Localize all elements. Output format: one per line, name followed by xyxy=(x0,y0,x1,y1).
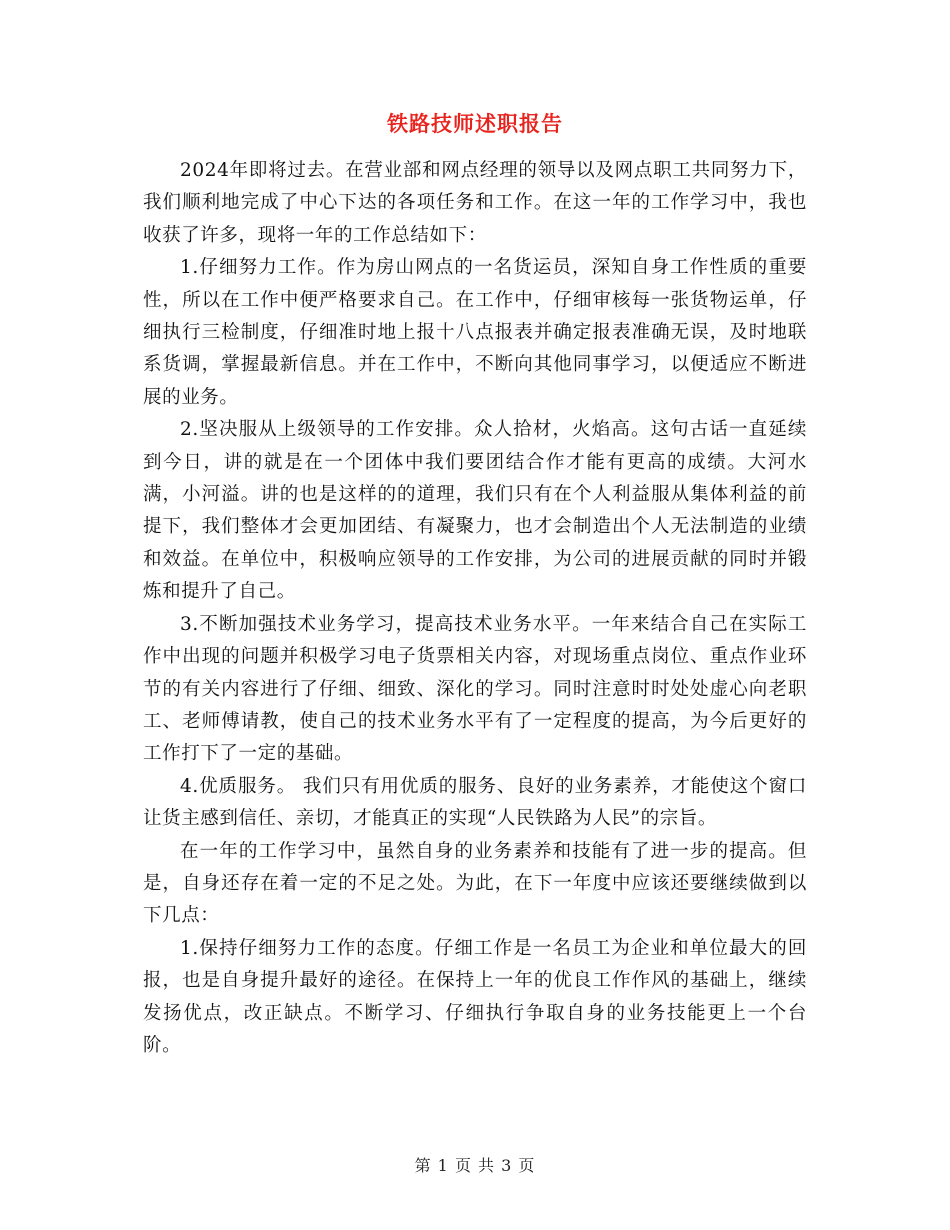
paragraph-reflection: 在一年的工作学习中，虽然自身的业务素养和技能有了进一步的提高。但是，自身还存在着一定的不足之处。为此，在下一年度中应该还要继续做到以下几点： xyxy=(143,840,807,927)
paragraph-item-4: 4.优质服务。 我们只有用优质的服务、良好的业务素养，才能使这个窗口让货主感到信任、亲切，才能真正的实现“人民铁路为人民”的宗旨。 xyxy=(143,775,807,830)
paragraph-item-2: 2.坚决服从上级领导的工作安排。众人拾材，火焰高。这句古话一直延续到今日，讲的就是在一个团体中我们要团结合作才能有更高的成绩。大河水满，小河溢。讲的也是这样的的道理，我们只有在个人利益服从集体利益的前提下，我们整体才会更加团结、有凝聚力，也才会制造出个人无法制造的业绩和效益。在单位中，积极响应领导的工作安排，为公司的进展贡献的同时并锻炼和提升了自己。 xyxy=(143,419,807,603)
document-title: 铁路技师述职报告 xyxy=(387,111,563,136)
paragraph-item-3: 3.不断加强技术业务学习，提高技术业务水平。一年来结合自己在实际工作中出现的问题并积极学习电子货票相关内容，对现场重点岗位、重点作业环节的有关内容进行了仔细、细致、深化的学习。同时注意时时处处虚心向老职工、老师傅请教，使自己的技术业务水平有了一定程度的提高，为今后更好的工作打下了一定的基础。 xyxy=(143,613,807,765)
page-number-footer: 第 1 页 共 3 页 xyxy=(414,1156,536,1175)
document-body xyxy=(143,155,807,1062)
paragraph-intro: 2024年即将过去。在营业部和网点经理的领导以及网点职工共同努力下，我们顺利地完成了中心下达的各项任务和工作。在这一年的工作学习中，我也收获了许多，现将一年的工作总结如下： xyxy=(143,160,807,246)
paragraph-item-1: 1.仔细努力工作。作为房山网点的一名货运员，深知自身工作性质的重要性，所以在工作中便严格要求自己。在工作中，仔细审核每一张货物运单，仔细执行三检制度，仔细准时地上报十八点报表并确定报表准确无误，及时地联系货调，掌握最新信息。并在工作中，不断向其他同事学习，以便适应不断进展的业务。 xyxy=(143,257,807,408)
paragraph-plan-1: 1.保持仔细努力工作的态度。仔细工作是一名员工为企业和单位最大的回报，也是自身提升最好的途径。在保持上一年的优良工作作风的基础上，继续发扬优点，改正缺点。不断学习、仔细执行争取自身的业务技能更上一个台阶。 xyxy=(143,937,807,1056)
